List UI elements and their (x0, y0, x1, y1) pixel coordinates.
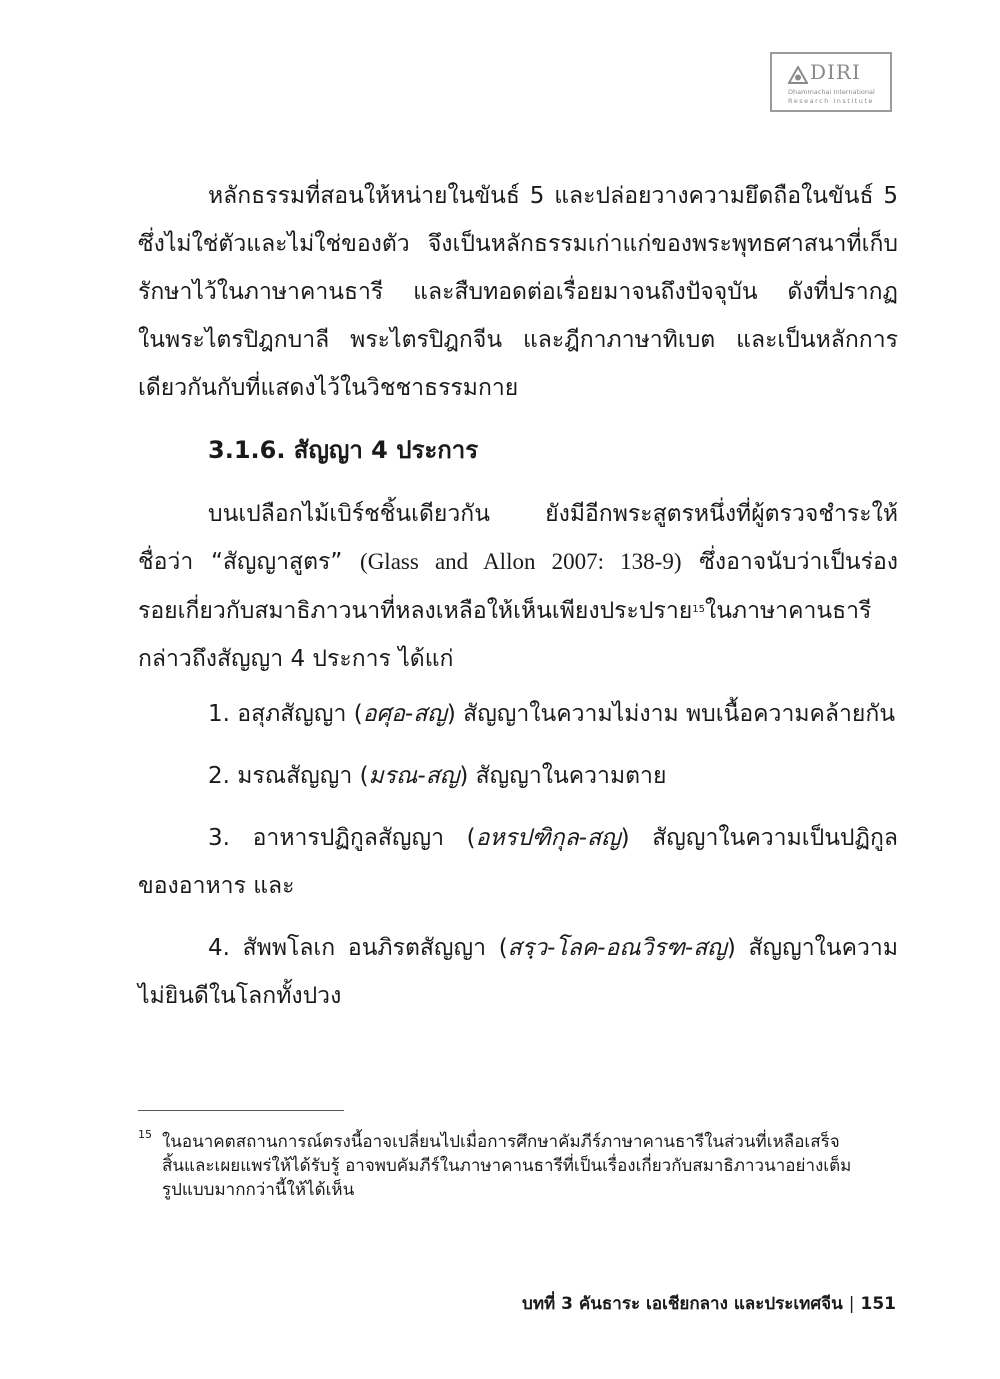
footnote-number: 15 (138, 1128, 152, 1141)
section-heading: 3.1.6. สัญญา 4 ประการ (208, 436, 479, 464)
list-item: 1. อสุภสัญญา (อศุอ-สญ) สัญญาในความไม่งาม พบเนื้อความคล้ายกัน (208, 701, 896, 727)
logo-name: DIRI (810, 60, 861, 84)
footnote-line: รูปแบบมากกว่านี้ให้ได้เห็น (162, 1180, 355, 1200)
para1-line: ซึ่งไม่ใช่ตัวและไม่ใช่ของตัว จึงเป็นหลักธรรมเก่าแก่ของพระพุทธศาสนาที่เก็บ (138, 231, 898, 257)
footnote (162, 1130, 898, 1202)
para2-text: รอยเกี่ยวกับสมาธิภาวนาที่หลงเหลือให้เห็นเพียงประปราย (138, 598, 693, 624)
list-item: 3. อาหารปฏิกูลสัญญา (อหรปฑิกุล-สญ) สัญญาในความเป็นปฏิกูล (208, 825, 898, 851)
para2-line: บนเปลือกไม้เบิร์ชชิ้นเดียวกัน ยังมีอีกพระสูตรหนึ่งที่ผู้ตรวจชำระให้ (208, 501, 898, 527)
diri-logo (770, 52, 892, 112)
list-item-cont: ของอาหาร และ (138, 873, 295, 899)
para2-line: กล่าวถึงสัญญา 4 ประการ ได้แก่ (138, 646, 454, 672)
logo-subtitle-1: Dhammachai International (788, 88, 875, 96)
logo-subtitle-2: Research Institute (788, 97, 874, 105)
footer-separator: | (848, 1294, 855, 1314)
list-item: 2. มรณสัญญา (มรณ-สญ) สัญญาในความตาย (208, 763, 667, 789)
page-number: 151 (860, 1294, 896, 1314)
chapter-title: บทที่ 3 คันธาระ เอเชียกลาง และประเทศจีน (522, 1294, 843, 1314)
triangle-logo-icon (788, 66, 808, 84)
footnote-ref: 15 (692, 604, 705, 615)
paragraph-2 (138, 490, 898, 683)
list-item-cont: ไม่ยินดีในโลกทั้งปวง (138, 983, 342, 1009)
para1-line: ในพระไตรปิฎกบาลี พระไตรปิฎกจีน และฎีกาภาษาทิเบต และเป็นหลักการ (138, 327, 898, 353)
para1-line: เดียวกันกับที่แสดงไว้ในวิชชาธรรมกาย (138, 375, 519, 401)
sutta-name: ชื่อว่า “สัญญาสูตร” (138, 549, 343, 575)
footnote-line: สิ้นและเผยแพร่ให้ได้รับรู้ อาจพบคัมภีร์ในภาษาคานธารีที่เป็นเรื่องเกี่ยวกับสมาธิภาวนาอย่างเต็ม (162, 1156, 852, 1176)
para2-line (138, 586, 898, 635)
para2-text: ซึ่งอาจนับว่าเป็นร่อง (699, 549, 899, 575)
para1-line: หลักธรรมที่สอนให้หน่ายในขันธ์ 5 และปล่อยวางความยึดถือในขันธ์ 5 (208, 183, 898, 209)
footnote-divider (138, 1110, 344, 1111)
page-footer (522, 1290, 896, 1317)
footnote-line: ในอนาคตสถานการณ์ตรงนี้อาจเปลี่ยนไปเมื่อการศึกษาคัมภีร์ภาษาคานธารีในส่วนที่เหลือเสร็จ (162, 1132, 840, 1152)
paragraph-1 (138, 172, 898, 412)
para2-line (138, 538, 898, 586)
list-item: 4. สัพพโลเก อนภิรตสัญญา (สรฺว-โลค-อณวิรฑ-สญ) สัญญาในความ (208, 935, 898, 961)
para1-line: รักษาไว้ในภาษาคานธารี และสืบทอดต่อเรื่อยมาจนถึงปัจจุบัน ดังที่ปรากฏ (138, 279, 898, 305)
citation: (Glass and Allon 2007: 138-9) (360, 549, 682, 574)
list-items (138, 690, 898, 1020)
para2-text: ในภาษาคานธารี (704, 598, 872, 624)
